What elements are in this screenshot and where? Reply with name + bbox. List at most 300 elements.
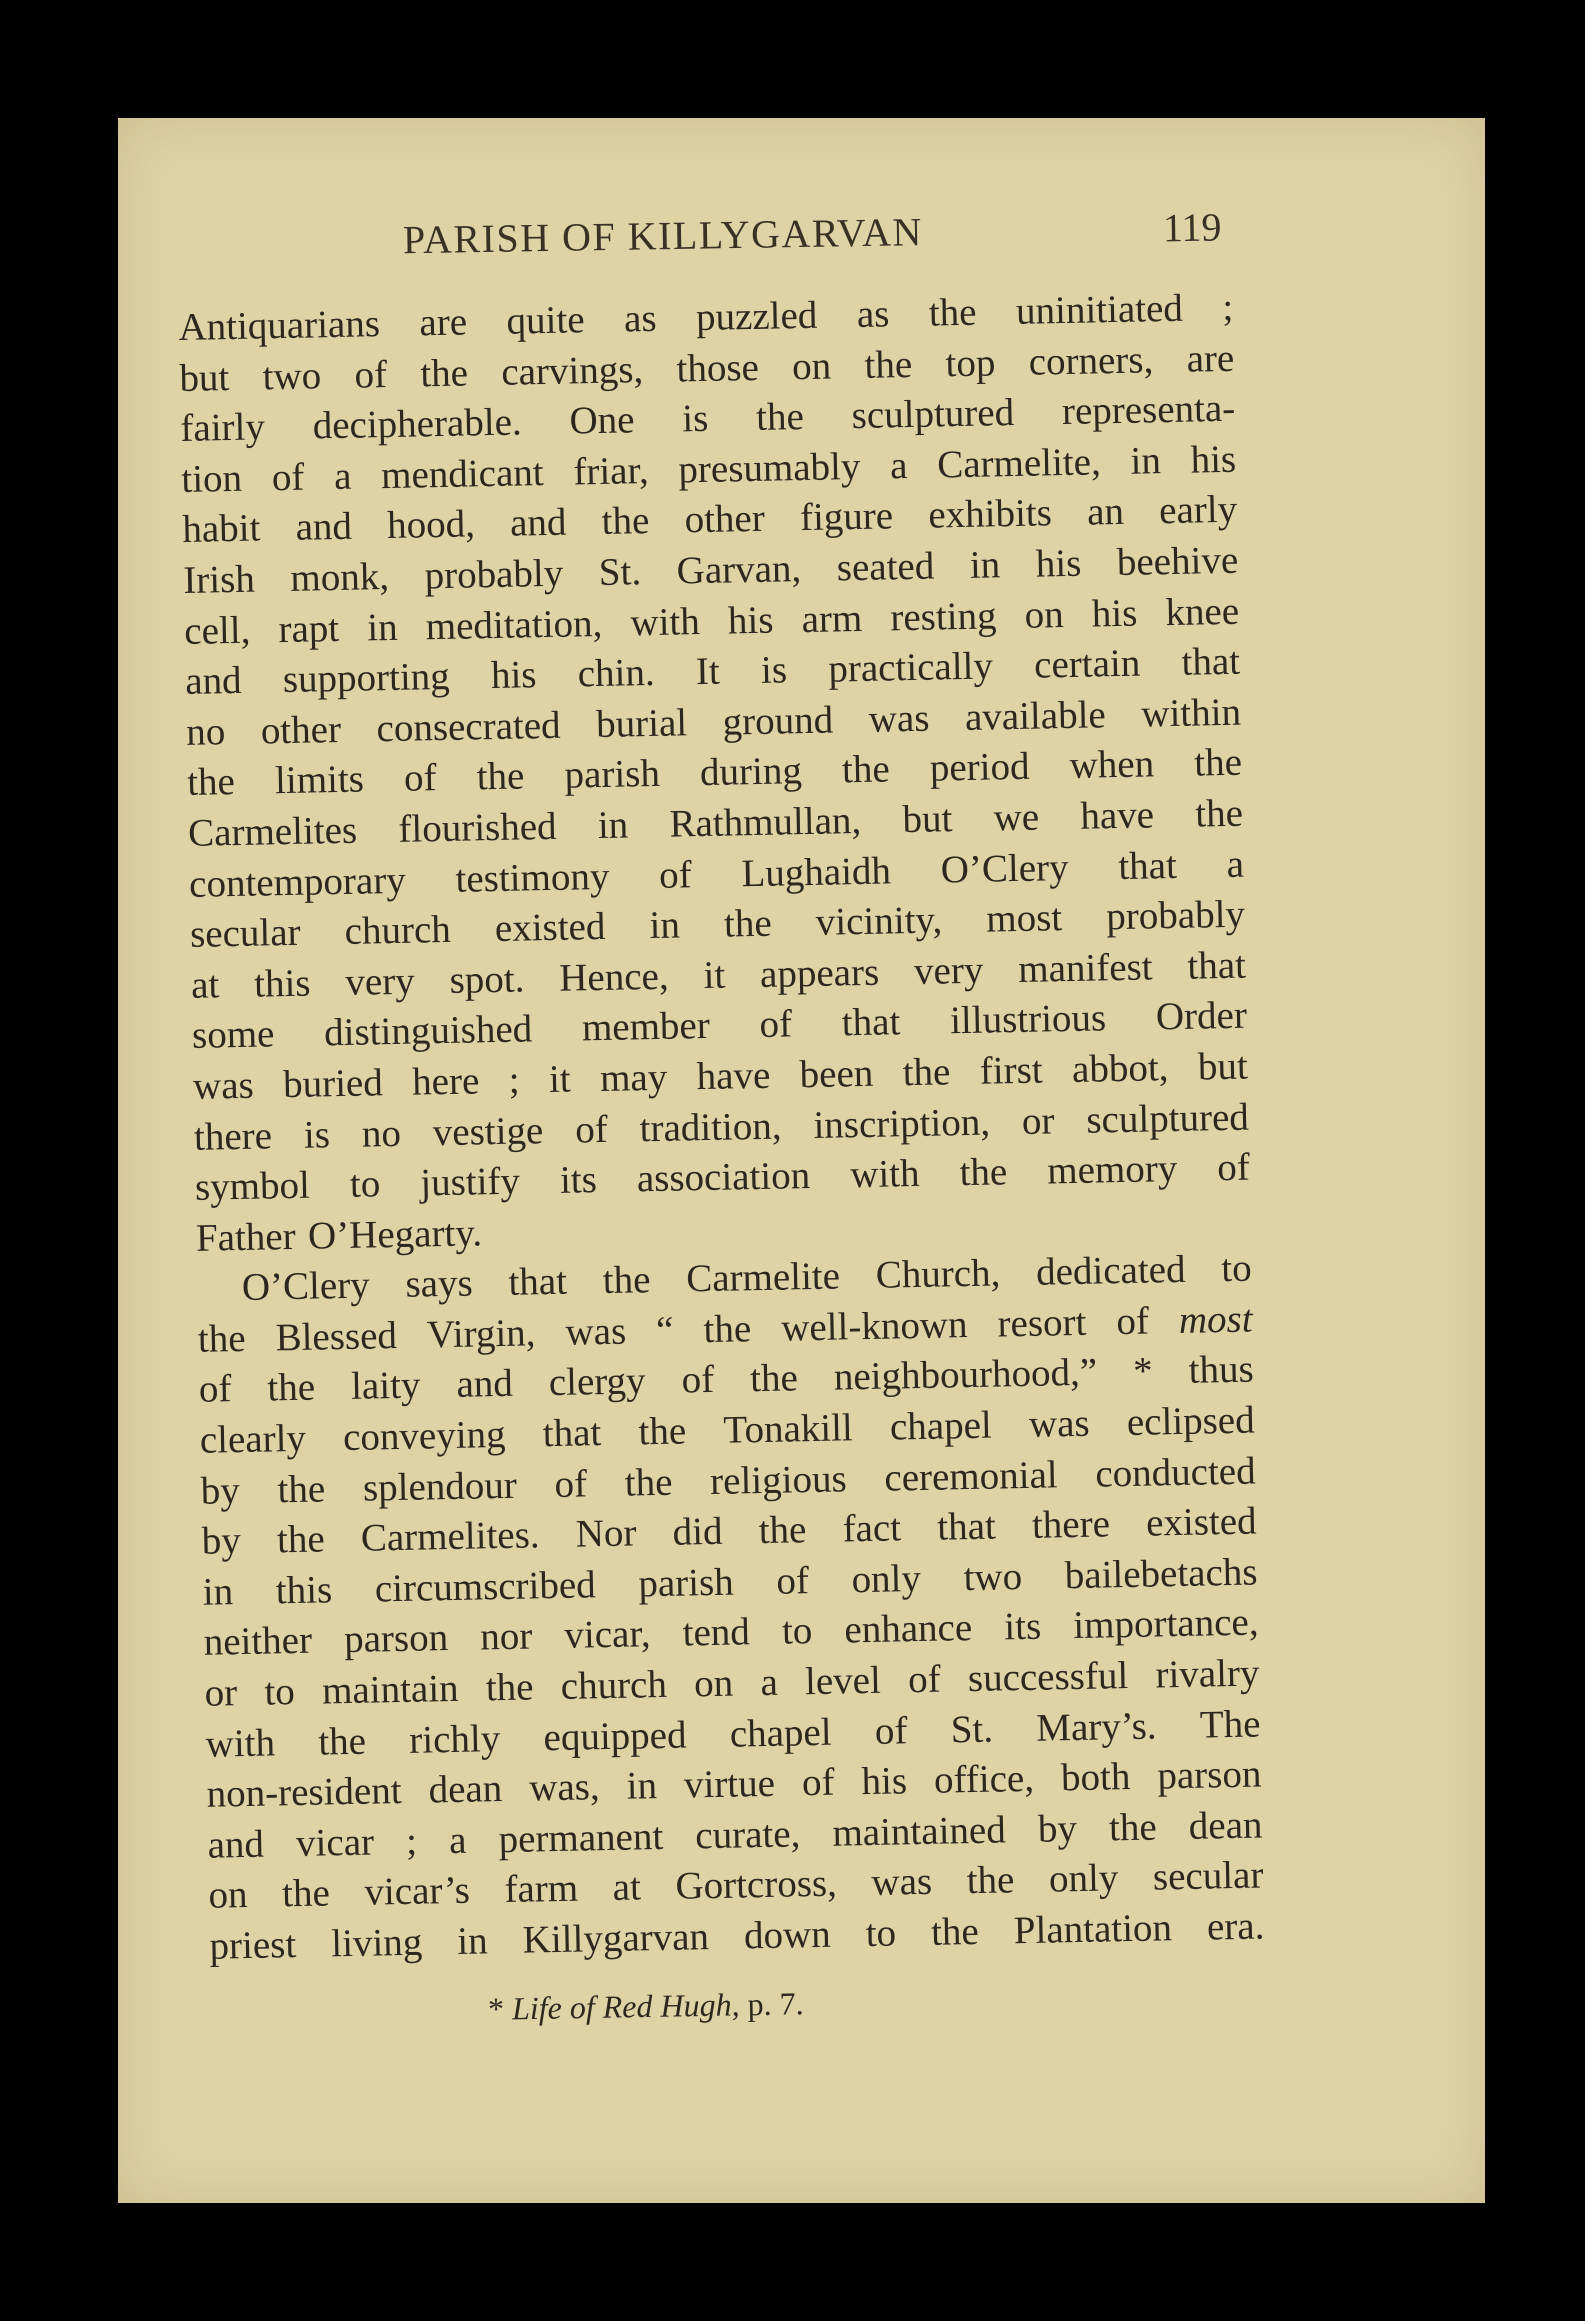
word: of	[198, 1367, 232, 1412]
word: parson	[343, 1616, 449, 1662]
word: chin.	[577, 651, 656, 696]
word: the	[267, 1366, 316, 1410]
word: the	[485, 1665, 534, 1710]
word: the	[749, 1356, 799, 1401]
word: Church,	[875, 1251, 1001, 1298]
word: the	[624, 1460, 673, 1505]
word: that	[936, 1504, 997, 1549]
word: his	[1035, 541, 1082, 586]
footnote-marker: *	[487, 1990, 505, 2027]
word: of	[1216, 1145, 1251, 1190]
word: laity	[350, 1364, 421, 1409]
word: by	[201, 1519, 242, 1564]
word: meditation,	[425, 601, 603, 648]
page-number: 119	[1162, 204, 1222, 251]
word: splendour	[362, 1463, 518, 1510]
word: existed	[494, 905, 606, 951]
word: virtue	[683, 1762, 776, 1807]
word: Killygarvan	[522, 1915, 710, 1962]
word: tion	[180, 456, 243, 501]
word: did	[672, 1510, 723, 1554]
word: distinguished	[323, 1007, 533, 1055]
word: his	[861, 1759, 908, 1804]
word: chapel	[729, 1710, 832, 1756]
running-head	[118, 199, 1485, 280]
word: was	[192, 1063, 255, 1108]
word: of	[403, 756, 437, 801]
word: as	[623, 296, 657, 341]
word: habit	[181, 506, 261, 552]
word: resort	[997, 1300, 1087, 1346]
word: two	[262, 353, 322, 398]
word: appears	[759, 950, 880, 996]
word: justify	[419, 1159, 521, 1205]
word: no	[361, 1111, 402, 1156]
body-text	[178, 283, 1265, 1973]
word: that	[1187, 943, 1247, 988]
word: of	[759, 1002, 793, 1047]
word: by	[1037, 1806, 1078, 1851]
word: the	[755, 395, 805, 440]
word: Antiquarians	[178, 302, 381, 349]
word: church	[560, 1662, 668, 1708]
word: on	[208, 1873, 248, 1918]
word: this	[253, 961, 311, 1006]
word: other	[260, 707, 342, 753]
word: dedicated	[1035, 1248, 1186, 1294]
word: eclipsed	[1126, 1398, 1256, 1445]
word: in	[597, 803, 629, 847]
word: spot.	[449, 957, 525, 1002]
word: successful	[967, 1654, 1129, 1701]
word: but	[902, 797, 953, 842]
word: carvings,	[500, 347, 644, 394]
word: a	[889, 443, 908, 488]
word: tradition,	[639, 1104, 782, 1150]
footnote	[488, 1985, 804, 2028]
word: association	[636, 1154, 811, 1201]
word: is	[681, 397, 709, 441]
word: the	[419, 351, 469, 395]
word: well-known	[780, 1302, 968, 1350]
word: its	[559, 1158, 598, 1202]
word: vicinity,	[815, 898, 943, 944]
word: clearly	[199, 1416, 307, 1462]
word: available	[964, 693, 1107, 739]
word: nor	[479, 1614, 533, 1659]
word: curate,	[694, 1812, 801, 1858]
word: testimony	[455, 854, 610, 901]
word: consecrated	[376, 703, 561, 751]
word: contemporary	[188, 858, 407, 906]
word: as	[856, 292, 890, 336]
word: was	[871, 1860, 933, 1905]
word: and	[207, 1822, 265, 1867]
word: rapt	[278, 606, 340, 651]
word: of	[658, 852, 693, 897]
word: it	[548, 1057, 572, 1101]
word: “	[655, 1308, 674, 1352]
word: Plantation	[1013, 1906, 1173, 1953]
word: bailebetachs	[1064, 1550, 1258, 1598]
word: that	[841, 1000, 901, 1045]
word: The	[1199, 1702, 1261, 1747]
word: down	[743, 1912, 832, 1958]
word: Father	[195, 1214, 296, 1260]
word: of	[874, 1708, 908, 1753]
word: it	[703, 953, 726, 997]
word: during	[699, 749, 803, 795]
word: arm	[801, 596, 863, 641]
word: living	[330, 1920, 423, 1966]
word: presumably	[678, 444, 861, 492]
word: only	[1048, 1856, 1119, 1901]
word: figure	[799, 494, 894, 540]
word: office,	[933, 1757, 1035, 1802]
word: fact	[842, 1506, 902, 1551]
word: manifest	[1017, 945, 1153, 991]
word: first	[979, 1048, 1044, 1093]
word: to	[264, 1670, 296, 1714]
footnote-page-ref: p. 7.	[747, 1985, 804, 2023]
word: One	[569, 398, 635, 443]
word: on	[1024, 592, 1065, 637]
word: to	[349, 1162, 381, 1206]
word: there	[193, 1113, 273, 1159]
word: in	[626, 1764, 658, 1808]
word: have	[696, 1053, 771, 1099]
word: was,	[528, 1765, 601, 1810]
word: thus	[1188, 1348, 1255, 1393]
word: or	[204, 1671, 238, 1715]
word: a	[333, 454, 352, 498]
word: level	[804, 1658, 882, 1704]
word: that	[1181, 639, 1241, 684]
word: Carmelites.	[360, 1513, 540, 1560]
word: O’Clery	[241, 1263, 371, 1310]
book-page	[118, 118, 1485, 2203]
word: secular	[1152, 1853, 1264, 1899]
word: in	[366, 605, 399, 649]
word: inscription,	[813, 1100, 991, 1147]
word: conveying	[342, 1412, 506, 1460]
word: quite	[506, 298, 585, 343]
word: other	[684, 497, 766, 542]
word: two	[963, 1554, 1023, 1599]
word: is	[760, 648, 788, 693]
word: of	[574, 1107, 609, 1152]
word: probably	[424, 551, 564, 598]
word: Carmelites	[187, 808, 358, 855]
word: very	[913, 948, 984, 993]
word: cell,	[183, 608, 251, 653]
word: Rathmullan,	[669, 798, 862, 846]
word: parson	[1156, 1752, 1262, 1798]
word: are	[1186, 336, 1235, 381]
word: on	[693, 1661, 734, 1706]
word: abbot,	[1071, 1046, 1169, 1091]
word: the	[602, 1258, 651, 1303]
word: buried	[282, 1061, 384, 1107]
word: with	[205, 1721, 276, 1766]
word: religious	[709, 1457, 848, 1503]
word: in	[456, 1919, 489, 1963]
word: in	[649, 903, 681, 948]
word: richly	[408, 1716, 501, 1762]
word: Hence,	[558, 954, 669, 1000]
word: of	[775, 1558, 810, 1603]
word: neither	[203, 1619, 313, 1665]
word: knee	[1165, 589, 1240, 634]
word: his	[727, 598, 774, 643]
word: may	[599, 1055, 668, 1100]
word: was	[868, 696, 930, 741]
word: Irish	[182, 557, 256, 602]
word: there	[1031, 1502, 1111, 1548]
word: most	[985, 896, 1063, 941]
word: of	[271, 455, 305, 500]
word: an	[1086, 490, 1125, 534]
word: when	[1069, 742, 1155, 788]
word: the	[1194, 791, 1244, 836]
word: Gortcross,	[675, 1862, 838, 1909]
word: certain	[1033, 641, 1141, 687]
word: limits	[274, 757, 365, 803]
word: top	[945, 340, 996, 385]
word: that	[542, 1411, 602, 1456]
word: the	[959, 1150, 1008, 1195]
word: St.	[950, 1707, 994, 1752]
word: with	[849, 1152, 920, 1197]
word: tend	[682, 1610, 751, 1655]
word: within	[1140, 690, 1242, 736]
word: have	[1079, 793, 1155, 838]
word: Nor	[575, 1511, 637, 1556]
word: O’Clery	[940, 845, 1069, 891]
word: ;	[1221, 285, 1234, 329]
word: the	[841, 747, 891, 792]
word: Blessed	[275, 1313, 398, 1360]
word: dean	[428, 1767, 503, 1812]
word: seated	[836, 544, 935, 590]
word: only	[851, 1556, 922, 1602]
word: Tonakill	[722, 1406, 854, 1452]
word: the	[317, 1719, 367, 1764]
word: the	[703, 1307, 752, 1351]
word: those	[676, 345, 760, 391]
word: beehive	[1116, 538, 1239, 584]
word: its	[1003, 1605, 1042, 1649]
word: but	[179, 355, 230, 400]
word: Lughaidh	[741, 848, 892, 895]
word: rivalry	[1155, 1651, 1260, 1697]
word: era.	[1206, 1904, 1265, 1949]
word: of	[554, 1462, 588, 1506]
word: Carmelite,	[936, 440, 1102, 487]
word: ;	[508, 1058, 520, 1102]
word: symbol	[194, 1163, 311, 1209]
word: of	[907, 1657, 942, 1702]
word: vicar,	[563, 1612, 651, 1658]
word: ;	[405, 1819, 418, 1863]
word: non-resident	[206, 1769, 402, 1816]
word: and	[295, 505, 353, 550]
word: O’Hegarty.	[307, 1211, 483, 1258]
word: the	[276, 1517, 326, 1562]
word: supporting	[282, 655, 451, 702]
word: exhibits	[927, 491, 1053, 538]
word: a	[760, 1660, 779, 1705]
word: Virgin,	[426, 1311, 536, 1357]
word: we	[993, 795, 1040, 840]
word: period	[929, 745, 1030, 790]
word: at	[190, 963, 220, 1007]
word: corners,	[1028, 337, 1154, 384]
word: in	[969, 543, 1001, 587]
word: dean	[1188, 1803, 1263, 1848]
word: and	[456, 1362, 514, 1407]
word: importance,	[1072, 1600, 1259, 1648]
word: probably	[1105, 892, 1246, 939]
word: vicar’s	[364, 1869, 471, 1915]
word: maintained	[832, 1808, 1007, 1855]
word: burial	[595, 701, 688, 746]
word: the	[758, 1508, 807, 1553]
word: enhance	[844, 1606, 973, 1652]
word: representa-	[1061, 386, 1236, 434]
word: are	[419, 300, 468, 345]
word: of	[354, 352, 388, 397]
word: uninitiated	[1015, 286, 1184, 333]
word: the	[723, 901, 773, 946]
word: parish	[637, 1560, 735, 1606]
word: flourished	[397, 804, 557, 851]
word: the	[277, 1467, 326, 1511]
word: at	[612, 1865, 642, 1910]
word: sculptured	[851, 391, 1015, 438]
word: his	[1190, 437, 1237, 482]
word: to	[1220, 1246, 1253, 1291]
word: on	[791, 344, 832, 388]
word: equipped	[543, 1713, 687, 1759]
word: sculptured	[1085, 1095, 1250, 1142]
word: farm	[504, 1867, 579, 1912]
word: in	[1130, 438, 1162, 483]
word: memory	[1046, 1147, 1178, 1193]
word: ground	[722, 698, 834, 744]
word: a	[1226, 842, 1245, 886]
word: the	[186, 760, 236, 805]
word: parish	[564, 752, 661, 798]
word: chapel	[889, 1403, 993, 1449]
word: or	[1021, 1098, 1055, 1143]
word: his	[1091, 591, 1138, 636]
word: ceremonial	[883, 1452, 1059, 1500]
word: the	[281, 1871, 331, 1916]
word: the	[197, 1316, 246, 1361]
word: the	[476, 754, 525, 799]
word: most	[1178, 1297, 1253, 1342]
word: no	[185, 709, 226, 754]
word: here	[411, 1059, 480, 1104]
word: Carmelite	[685, 1254, 841, 1301]
word: that	[1117, 843, 1178, 888]
word: and	[509, 500, 567, 546]
word: with	[630, 599, 701, 644]
word: the	[930, 1909, 980, 1954]
footnote-title: Life of Red Hugh,	[511, 1986, 740, 2027]
word: of	[681, 1358, 715, 1402]
word: practically	[827, 644, 994, 691]
word: clergy	[548, 1359, 646, 1405]
word: vicar	[295, 1820, 375, 1865]
word: church	[344, 908, 452, 954]
word: in	[202, 1570, 234, 1614]
word: mendicant	[380, 450, 544, 497]
word: permanent	[498, 1814, 664, 1861]
word: both	[1060, 1755, 1131, 1800]
word: decipherable.	[312, 400, 523, 448]
running-title: PARISH OF KILLYGARVAN	[402, 209, 924, 263]
word: the	[601, 499, 650, 544]
word: the	[966, 1858, 1015, 1903]
word: his	[490, 653, 537, 698]
word: the	[864, 342, 913, 387]
word: the	[638, 1409, 687, 1454]
word: the	[928, 290, 977, 335]
word: Garvan,	[676, 547, 802, 593]
word: of	[801, 1760, 835, 1805]
word: was	[1028, 1401, 1091, 1446]
word: very	[344, 959, 416, 1004]
word: to	[865, 1911, 897, 1956]
word: fairly	[180, 405, 266, 451]
word: the	[1108, 1805, 1158, 1850]
word: some	[191, 1012, 275, 1058]
word: a	[448, 1818, 467, 1862]
word: *	[1132, 1349, 1154, 1394]
word: the	[902, 1050, 951, 1095]
word: St.	[598, 550, 642, 594]
word: friar,	[572, 448, 650, 494]
word: secular	[189, 910, 301, 957]
word: member	[581, 1004, 711, 1050]
word: hood,	[386, 502, 476, 548]
word: puzzled	[695, 293, 818, 340]
word: this	[275, 1568, 333, 1613]
word: of	[1115, 1299, 1150, 1344]
word: vestige	[432, 1108, 544, 1154]
word: resting	[889, 593, 997, 639]
word: circumscribed	[374, 1563, 597, 1611]
word: that	[508, 1259, 568, 1305]
word: early	[1158, 488, 1238, 533]
word: illustrious	[949, 996, 1107, 1043]
word: priest	[209, 1923, 297, 1968]
word: by	[200, 1468, 241, 1513]
word: says	[405, 1261, 474, 1307]
word: and	[184, 659, 242, 704]
word: been	[799, 1051, 874, 1097]
word: Mary’s.	[1035, 1704, 1157, 1750]
word: conducted	[1094, 1449, 1256, 1496]
word: the	[1193, 741, 1243, 785]
word: to	[781, 1609, 813, 1654]
word: neighbourhood,”	[833, 1351, 1098, 1400]
word: existed	[1145, 1499, 1257, 1545]
word: It	[695, 649, 721, 694]
word: Order	[1155, 993, 1248, 1039]
